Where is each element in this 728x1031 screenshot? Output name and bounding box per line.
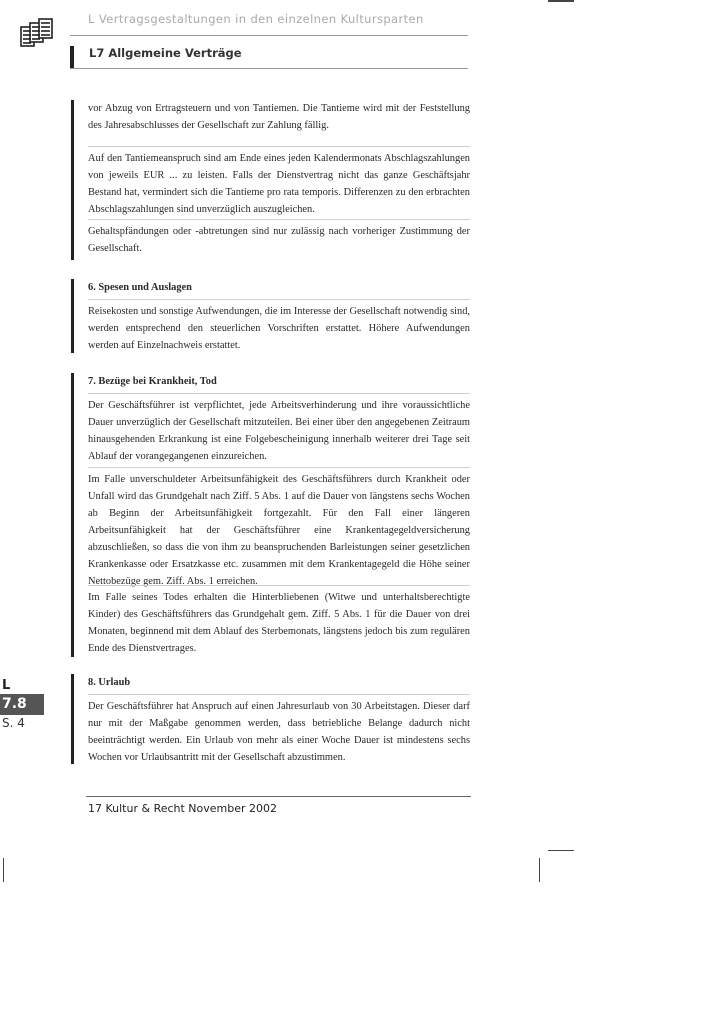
header-marker-bar (70, 46, 74, 68)
paragraph: vor Abzug von Ertragsteuern und von Tantiemen. Die Tantieme wird mit der Feststellung des Jahresabschlusses der Gesellschaft zur Zahlung fällig. (88, 103, 470, 131)
crop-mark (3, 858, 4, 882)
crop-mark (548, 0, 574, 2)
running-header-section: L Vertragsgestaltungen in den einzelnen Kultursparten (88, 12, 424, 26)
paragraph: Reisekosten und sonstige Aufwendungen, die im Interesse der Gesellschaft notwendig sind, werden entsprechend den steuerlichen Vorschriften erstattet. Höhere Aufwendungen werden auf Einzelnachweis erstattet. (88, 299, 470, 354)
section-heading: 8. Urlaub (88, 677, 131, 688)
paragraph: Gehaltspfändungen oder -abtretungen sind nur zulässig nach vorheriger Zustimmung der Gesellschaft. (88, 219, 470, 257)
documents-icon (20, 18, 54, 48)
paragraph: Im Falle seines Todes erhalten die Hinterbliebenen (Witwe und unterhaltsberechtigte Kinder) des Geschäftsführers das Grundgehalt gem. Ziff. 5 Abs. 1 für die Dauer von drei Monaten, beginnend mit dem Ablauf des Sterbemonats, längstens jedoch bis zum regulären Ende des Dienstvertrages. (88, 585, 470, 657)
margin-bar (71, 279, 74, 353)
chapter-tab-number: 7.8 (0, 694, 44, 714)
section-heading: 6. Spesen und Auslagen (88, 282, 192, 293)
section-heading: 7. Bezüge bei Krankheit, Tod (88, 376, 217, 387)
paragraph: Der Geschäftsführer ist verpflichtet, jede Arbeitsverhinderung und ihre voraussichtliche Dauer unverzüglich der Gesellschaft mitzuteilen. Bei einer über den angegebenen Zeitraum hinausgehenden Erkrankung ist eine Folgebescheinigung innerhalb weiterer drei Tage seit Ablauf der vorangegangenen einzureichen. (88, 393, 470, 465)
margin-bar (71, 674, 74, 764)
paragraph: Auf den Tantiemeanspruch sind am Ende eines jeden Kalendermonats Abschlagszahlungen von jeweils EUR ... zu leisten. Falls der Dienstvertrag nicht das ganze Geschäftsjahr Bestand hat, vermindert sich die Tantieme pro rata temporis. Differenzen zu den erbrachten Abschlagszahlungen sind unverzüglich auszugleichen. (88, 146, 470, 218)
running-header-subsection: L7 Allgemeine Verträge (89, 46, 242, 60)
section-block (71, 279, 471, 353)
header-rule (70, 68, 468, 69)
chapter-tab-letter: L (2, 678, 11, 693)
crop-mark (539, 858, 540, 882)
crop-mark (548, 850, 574, 851)
text-block (71, 100, 471, 260)
chapter-tab-page: S. 4 (0, 714, 44, 731)
paragraph: Der Geschäftsführer hat Anspruch auf einen Jahresurlaub von 30 Arbeitstagen. Dieser darf nur mit der Maßgabe genommen werden, dass betriebliche Belange dadurch nicht beeinträchtigt werden. Ein Urlaub von mehr als einer Woche Dauer ist mindestens sechs Wochen vor Urlaubsantritt mit der Gesellschaft abzustimmen. (88, 694, 470, 766)
footer-text: 17 Kultur & Recht November 2002 (88, 802, 278, 815)
section-block (71, 373, 471, 657)
margin-bar (71, 373, 74, 657)
section-block (71, 674, 471, 764)
header-rule (70, 35, 468, 36)
chapter-tab (0, 678, 44, 731)
paragraph: Im Falle unverschuldeter Arbeitsunfähigkeit des Geschäftsführers durch Krankheit oder Unfall wird das Grundgehalt nach Ziff. 5 Abs. 1 auf die Dauer von längstens sechs Wochen ab Beginn der Arbeitsunfähigkeit fortgezahlt. Für den Fall einer längeren Arbeitsunfähigkeit hat der Geschäftsführer eine Krankentagegeldversicherung abzuschließen, so dass die von ihm zu beanspruchenden Barleistungen seiner gesetzlichen Krankenkasse oder Ersatzkasse etc. zusammen mit dem Krankentagegeld die Höhe seiner Nettobezüge gem. Ziff. Abs. 1 erreichen. (88, 467, 470, 590)
margin-bar (71, 100, 74, 260)
footer-rule (86, 796, 471, 797)
